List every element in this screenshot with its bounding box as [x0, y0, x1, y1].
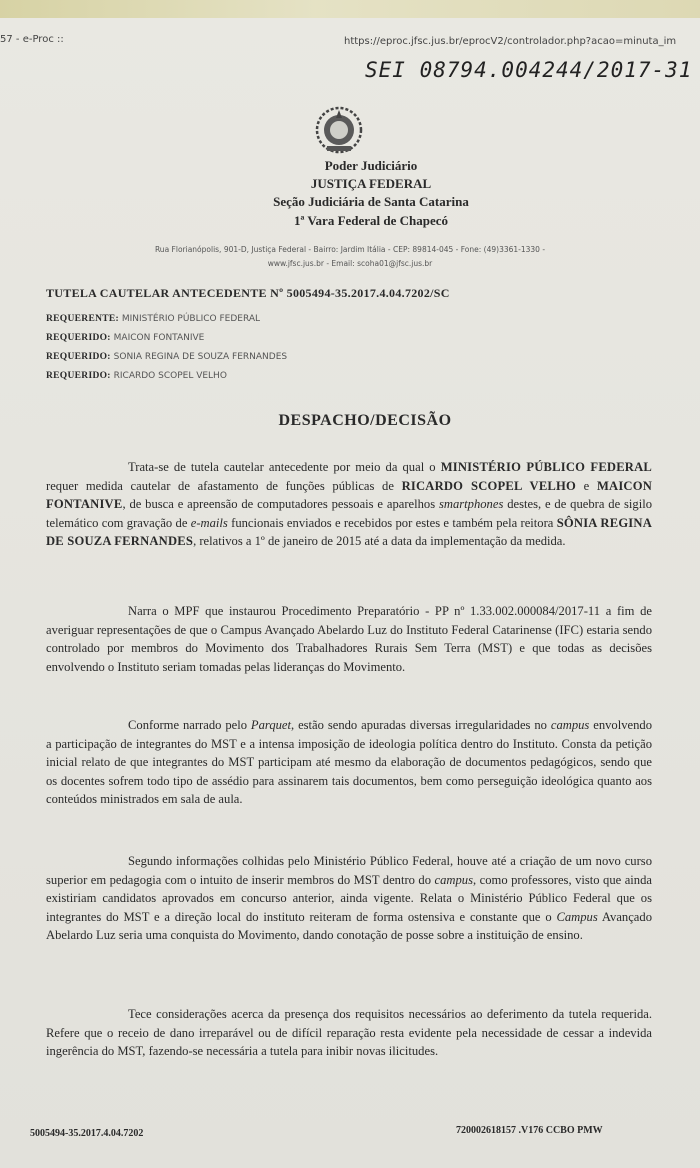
party-row: [46, 352, 287, 362]
handwritten-protocol-number: SEI 08794.004244/2017-31: [365, 58, 693, 82]
decision-title: DESPACHO/DECISÃO: [278, 412, 452, 429]
brasao-icon: [313, 104, 365, 156]
paragraph-4: Segundo informações colhidas pelo Ministério Público Federal, houve até a criação de um novo curso superior em pedagogia com o intuito de inserir membros do MST dentro do campus, como professores, visto que ainda existiriam candidatos aprovados em concurso anterior, ainda vigente. Relata o Ministério Público Federal que os integrantes do MST e a direção local do instituto reiteram de forma ostensiva e constante que o Campus Avançado Abelardo Luz seria uma conquista do Movimento, dando conotação de posse sobre a instituição de ensino.: [46, 854, 652, 942]
party-row: [46, 314, 260, 324]
footer-doc-code: 720002618157 .V176 CCBO PMW: [456, 1125, 603, 1136]
paragraph-1: Trata-se de tutela cautelar antecedente por meio da qual o MINISTÉRIO PÚBLICO FEDERAL requer medida cautelar de afastamento de funções públicas de RICARDO SCOPEL VELHO e MAICON FONTANIVE, de busca e apreensão de computadores pessoais e aparelhos smartphones destes, e de quebra de sigilo telemático com gravação de e-mails funcionais enviados e recebidos por estes e também pela reitora SÔNIA REGINA DE SOUZA FERNANDES, relativos a 1º de janeiro de 2015 até a data da implementação da medida.: [46, 460, 653, 548]
party-name: SONIA REGINA DE SOUZA FERNANDES: [113, 352, 288, 362]
court-address: Rua Florianópolis, 901-D, Justiça Federal - Bairro: Jardim Itália - CEP: 89814-045 - Fone: (49)3361-1330 -: [154, 245, 546, 254]
party-row: [46, 371, 227, 381]
paragraph-5: Tece considerações acerca da presença dos requisitos necessários ao deferimento da tutela requerida. Refere que o receio de dano irreparável ou de difícil reparação resta evidente pela necessidade de cessar a indevida ingerência do MST, fazendo-se necessária a tutela para inibir novas ilicitudes.: [46, 1007, 652, 1058]
court-line-vara: 1ª Vara Federal de Chapecó: [293, 213, 449, 228]
party-role: REQUERIDO:: [46, 352, 111, 362]
print-header-url: https://eproc.jfsc.jus.br/eprocV2/controlador.php?acao=minuta_im: [344, 36, 677, 47]
party-name: MAICON FONTANIVE: [113, 333, 205, 343]
party-name: MINISTÉRIO PÚBLICO FEDERAL: [121, 314, 261, 324]
court-line-section: Seção Judiciária de Santa Catarina: [273, 194, 469, 209]
court-line-judiciary: Poder Judiciário: [324, 158, 418, 173]
paragraph-2: Narra o MPF que instaurou Procedimento Preparatório - PP nº 1.33.002.000084/2017-11 a fim de averiguar representações de que o Campus Avançado Abelardo Luz do Instituto Federal Catarinense (IFC) estaria sendo controlado por membros do Movimento dos Trabalhadores Rurais Sem Terra (MST) e que todas as decisões envolvendo o Instituto seriam tomadas pelas lideranças do Movimento.: [46, 604, 652, 674]
party-role: REQUERENTE:: [46, 314, 119, 324]
case-title: TUTELA CAUTELAR ANTECEDENTE Nº 5005494-35.2017.4.04.7202/SC: [46, 286, 450, 300]
party-row: [46, 333, 204, 343]
paper-fold: [0, 0, 700, 18]
party-role: REQUERIDO:: [46, 371, 111, 381]
party-role: REQUERIDO:: [46, 333, 111, 343]
print-header-left: 57 - e-Proc ::: [0, 34, 64, 45]
footer-case-number: 5005494-35.2017.4.04.7202: [30, 1128, 144, 1139]
court-line-federal: JUSTIÇA FEDERAL: [310, 176, 432, 191]
court-contact: www.jfsc.jus.br - Email: scoha01@jfsc.jus.br: [267, 259, 433, 268]
paragraph-3: Conforme narrado pelo Parquet, estão sendo apuradas diversas irregularidades no campus envolvendo a participação de integrantes do MST e a intensa imposição de ideologia política dentro do Instituto. Consta da petição inicial relato de que integrantes do MST participam até mesmo da elaboração de documentos pedagógicos, sendo que os docentes sofrem todo tipo de assédio para assinarem tais documentos, bem como perseguição ideológica quanto aos conteúdos ministrados em sala de aula.: [46, 718, 652, 806]
party-name: RICARDO SCOPEL VELHO: [113, 371, 227, 381]
